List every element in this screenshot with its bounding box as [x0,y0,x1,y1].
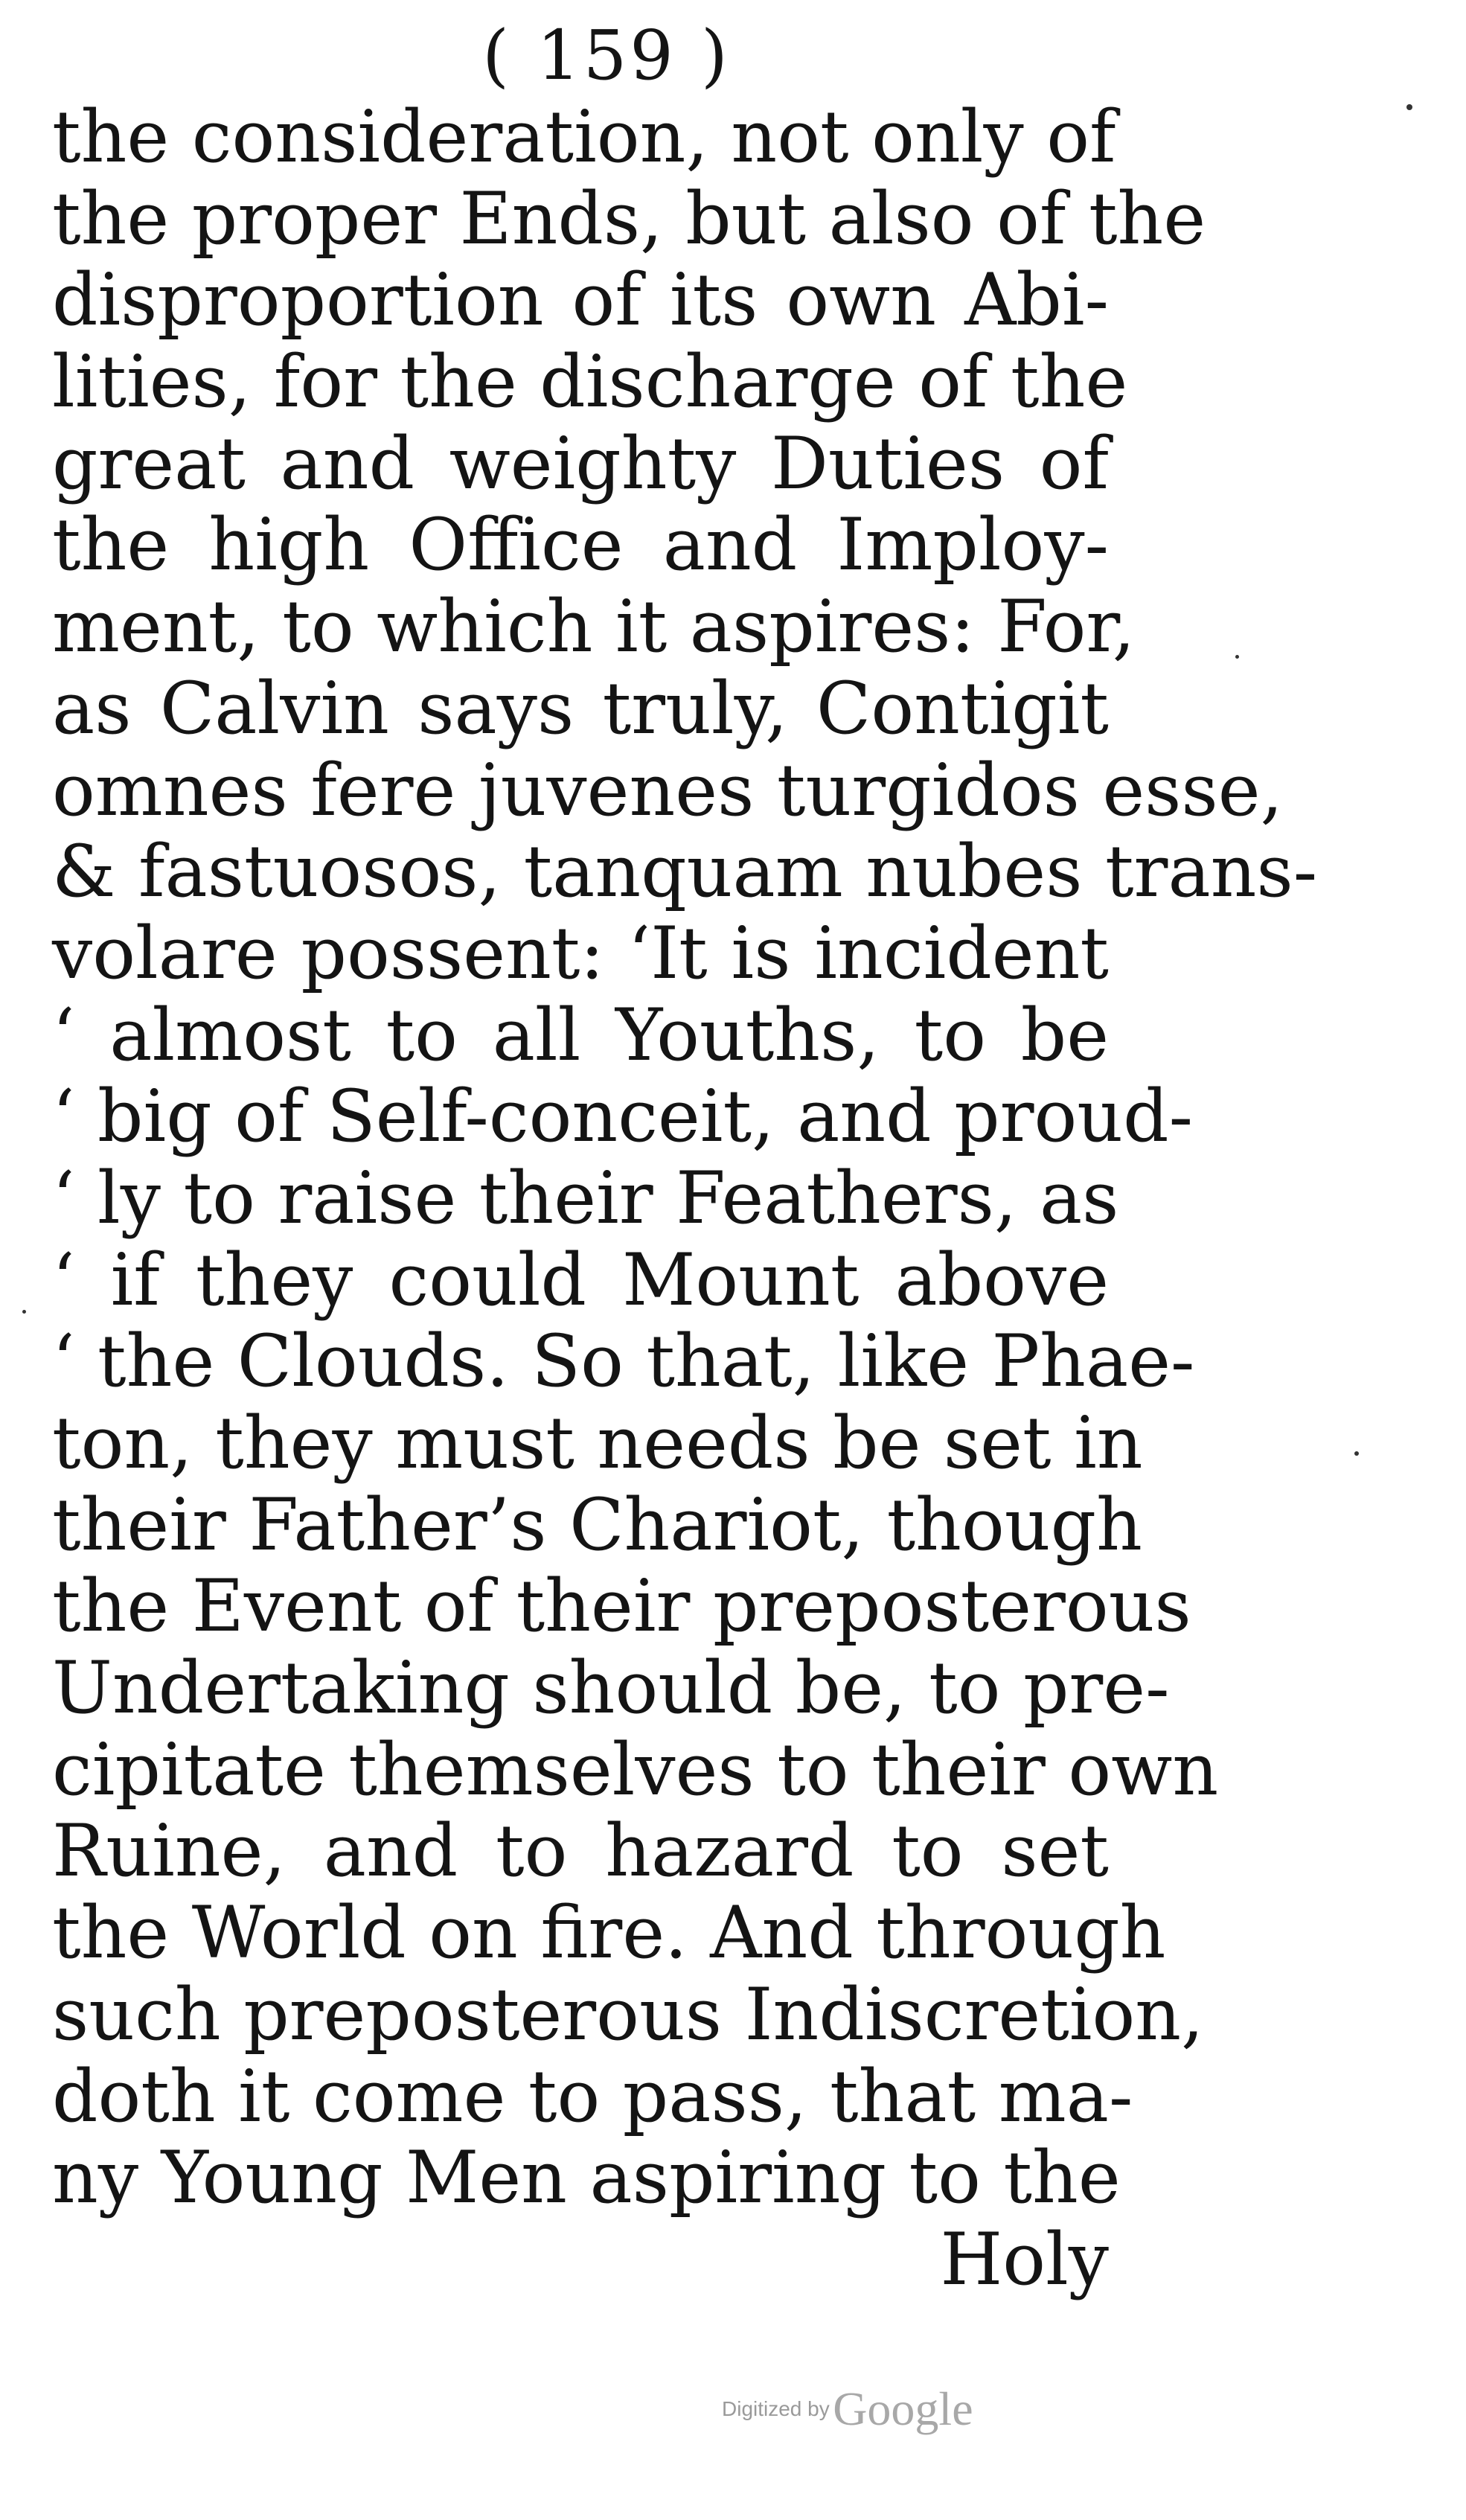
text-line: ‘ almost to all Youths, to be [52,993,1109,1077]
text-line: great and weighty Duties of [52,421,1109,505]
text-line: their Father’s Chariot, though [52,1483,1142,1567]
text-line: ‘ if they could Mount above [52,1238,1109,1322]
text-line: Undertaking should be, to pre- [52,1646,1170,1730]
text-line: & fastuosos, tanquam nubes trans- [52,830,1318,914]
text-line: such preposterous Indiscretion, [52,1972,1204,2056]
text-line: the proper Ends, but also of the [52,176,1206,260]
paper-speck [1354,1451,1359,1456]
catchword: Holy [940,2217,1109,2301]
text-line: the World on fire. And through [52,1891,1166,1975]
paper-speck [1235,655,1239,659]
text-line: ‘ big of Self-conceit, and proud- [52,1075,1193,1159]
text-line: ‘ ly to raise their Feathers, as [52,1156,1119,1240]
text-line: as Calvin says truly, Contigit [52,666,1109,750]
text-line: volare possent: ‘It is incident [52,911,1109,995]
watermark-prefix: Digitized by [722,2397,830,2420]
text-line: Ruine, and to hazard to set [52,1809,1109,1893]
text-line: the consideration, not only of [52,95,1116,179]
watermark-brand: Google [833,2382,973,2435]
text-line: lities, for the discharge of the [52,340,1128,424]
digitized-watermark [722,2382,973,2437]
text-line: doth it come to pass, that ma- [52,2054,1133,2138]
paper-speck [22,1310,26,1314]
text-line: ment, to which it aspires: For, [52,585,1136,669]
paper-speck [1406,104,1412,110]
page-number: ( 159 ) [482,16,731,95]
text-line: disproportion of its own Abi- [52,258,1109,342]
text-line: ton, they must needs be set in [52,1401,1143,1485]
text-line: ‘ the Clouds. So that, like Phae- [52,1320,1195,1404]
text-line: omnes fere juvenes turgidos esse, [52,748,1284,832]
body-text [52,95,1318,2301]
text-line: the high Office and Imploy- [52,503,1109,587]
text-line: ny Young Men aspiring to the [52,2136,1121,2220]
text-line: the Event of their preposterous [52,1564,1191,1648]
text-line: cipitate themselves to their own [52,1727,1219,1811]
